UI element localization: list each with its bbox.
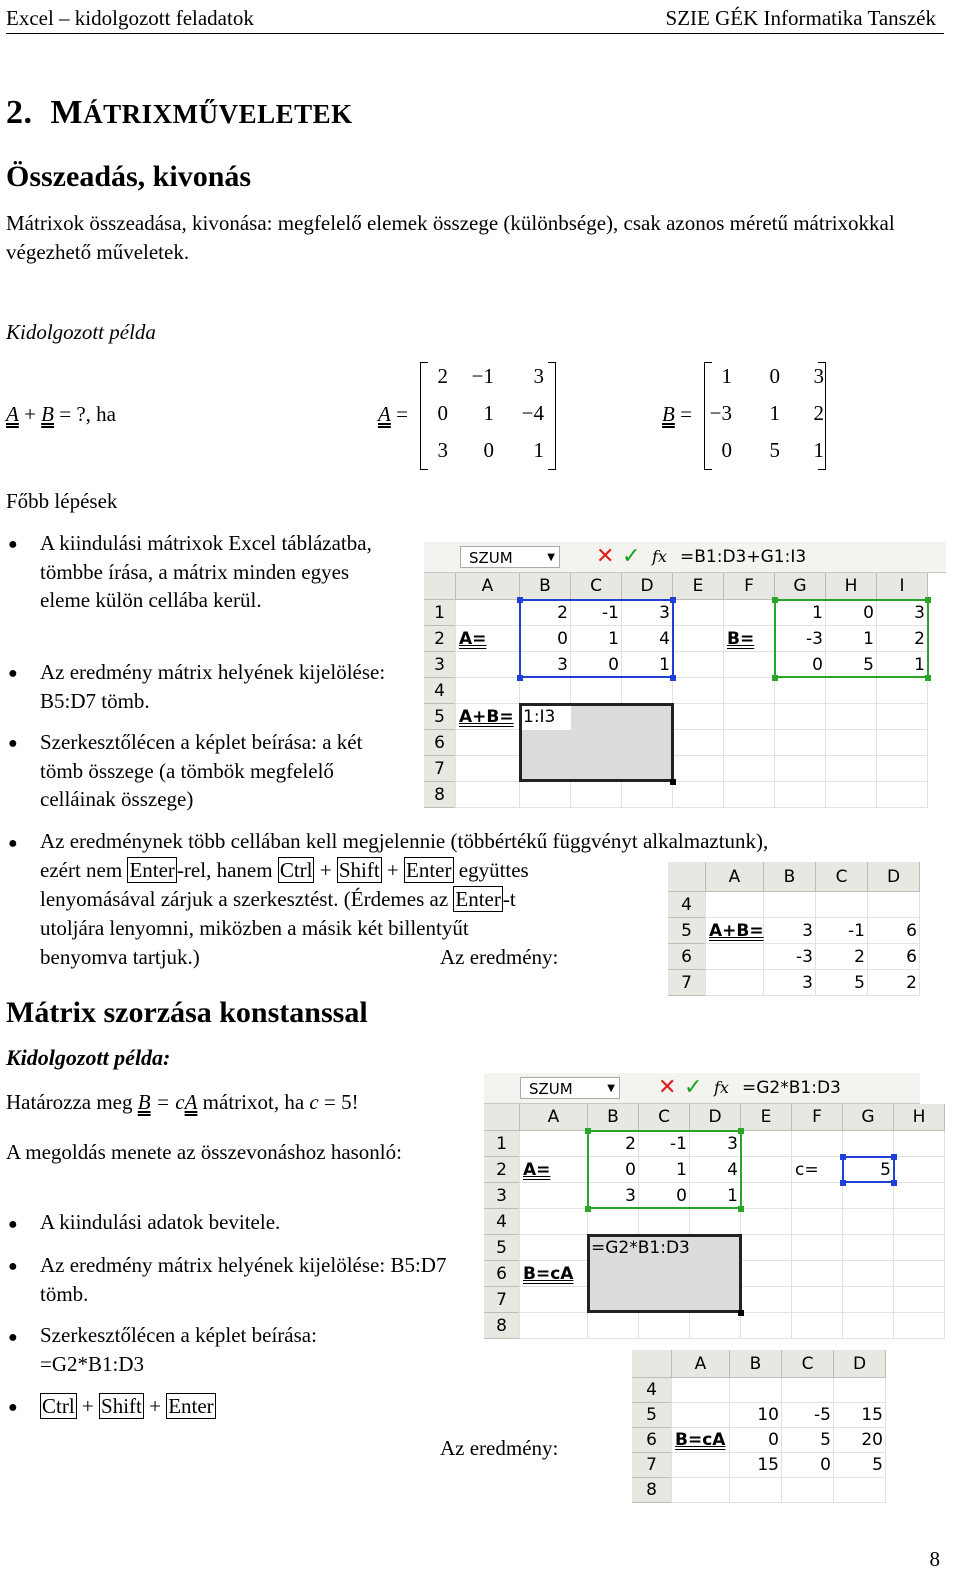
corner-header (632, 1350, 672, 1378)
column-header: H (826, 573, 877, 600)
name-box-value: SZUM (529, 1080, 573, 1098)
row-header: 4 (484, 1209, 520, 1235)
corner-header (424, 573, 456, 600)
chapter-title (6, 94, 353, 132)
cell-value: -1 (848, 921, 865, 941)
row-header: 6 (668, 944, 706, 970)
row-header: 8 (632, 1478, 672, 1503)
step-2: Az eredmény mátrix helyének kijelölése: B5:D7 tömb. (40, 660, 386, 713)
cell-value: 0 (557, 629, 568, 649)
cell-label-A: A= (523, 1160, 551, 1180)
cell-value: 5 (854, 973, 865, 993)
bullet-dot: ● (8, 1216, 18, 1233)
row-header: 4 (424, 678, 456, 704)
long-step-line5: benyomva tartjuk.) (40, 945, 200, 969)
cell-value: 3 (802, 973, 813, 993)
task-eq: = c (150, 1090, 185, 1114)
row-header: 7 (484, 1287, 520, 1313)
cell-value: 1 (812, 603, 823, 623)
name-box (460, 546, 560, 568)
matB-name: B (662, 402, 675, 426)
step-3: Szerkesztőlécen a képlet beírása: a két tömb összege (a tömbök megfelelő celláinak összege) (40, 730, 363, 812)
task-eq: = ? (54, 402, 86, 426)
column-header: E (673, 573, 724, 600)
task-tail: , ha (85, 402, 116, 426)
task-c: c (309, 1090, 319, 1114)
matrix-cell: 0 (483, 438, 494, 462)
matrix-cell: 1 (813, 438, 824, 462)
column-header: A (706, 862, 764, 892)
bullet-dot: ● (8, 735, 18, 752)
matrix-cell: 3 (437, 438, 448, 462)
chapter-number: 2. (6, 94, 33, 131)
cell-value: 1 (608, 629, 619, 649)
matrix-cell: 5 (769, 438, 780, 462)
s2-step-2: Az eredmény mátrix helyének kijelölése: B5:D7 tömb. (40, 1253, 447, 1306)
column-header: D (690, 1104, 741, 1131)
selection-handle (840, 1154, 846, 1160)
matrix-cell: 0 (721, 438, 732, 462)
row-header: 8 (484, 1313, 520, 1339)
matB-label (662, 402, 692, 427)
row-header: 4 (632, 1378, 672, 1403)
selection-handle (891, 1154, 897, 1160)
column-header: C (571, 573, 622, 600)
column-header: F (792, 1104, 843, 1131)
plus: + (143, 1394, 167, 1418)
text: ezért nem (40, 858, 128, 882)
cell-value: 5 (872, 1455, 883, 1475)
matrix-cell: 2 (437, 364, 448, 388)
cell-value: 4 (727, 1160, 738, 1180)
bullet-dot: ● (8, 1258, 18, 1275)
row-header: 3 (484, 1183, 520, 1209)
spreadsheet-sum-input (424, 542, 946, 805)
long-step-line3 (40, 885, 516, 914)
spreadsheet-scalar-input (484, 1073, 926, 1336)
cell-value: 0 (863, 603, 874, 623)
cell-label-c: c= (795, 1160, 819, 1180)
cell-edit-text: 1:I3 (520, 704, 571, 730)
text: -t (502, 887, 516, 911)
steps-label: Főbb lépések (6, 489, 118, 513)
matrix-cell: 2 (813, 401, 824, 425)
matA-eq: = (390, 402, 408, 426)
column-header: C (782, 1350, 834, 1378)
selection-handle (738, 1128, 744, 1134)
cell-value: 3 (727, 1134, 738, 1154)
cell-value: 3 (557, 655, 568, 675)
row-header: 7 (424, 756, 456, 782)
matrix-cell: −3 (709, 401, 732, 425)
row-header: 4 (668, 892, 706, 918)
column-header: A (520, 1104, 588, 1131)
cell-label-B: B=cA (523, 1264, 574, 1284)
bullet-dot: ● (8, 835, 18, 852)
cell-edit-text: =G2*B1:D3 (591, 1238, 690, 1258)
result-range-selection (519, 703, 674, 782)
task-excl: ! (351, 1090, 359, 1114)
matrix-bracket-right (548, 362, 556, 470)
matrix-cell: 0 (437, 401, 448, 425)
row-header: 6 (632, 1428, 672, 1453)
row-header: 5 (424, 704, 456, 730)
column-header: B (588, 1104, 639, 1131)
task-plus: + (18, 402, 42, 426)
corner-header (484, 1104, 520, 1131)
cell-value: 2 (557, 603, 568, 623)
matrix-cell: 3 (813, 364, 824, 388)
selection-handle (670, 675, 676, 681)
task-ceq: = 5 (318, 1090, 352, 1114)
selection-handle (670, 779, 676, 785)
range-highlight-B (774, 599, 929, 678)
range-highlight-A (587, 1130, 742, 1209)
column-header: C (816, 862, 868, 892)
name-box-value: SZUM (469, 549, 513, 567)
row-header: 5 (632, 1403, 672, 1428)
cell-value: 3 (659, 603, 670, 623)
cell-value: 1 (914, 655, 925, 675)
matrix-A (420, 362, 556, 470)
cell-value: 6 (906, 921, 917, 941)
cell-value: 0 (812, 655, 823, 675)
spreadsheet-sum-result (668, 862, 944, 998)
long-step-line1: Az eredménynek több cellában kell megjelennie (többértékű függvényt alkalmaztunk), (40, 829, 769, 853)
task-A: A (6, 402, 19, 426)
selection-handle (738, 1206, 744, 1212)
plus: + (381, 858, 405, 882)
matB-eq: = (674, 402, 692, 426)
row-header: 7 (632, 1453, 672, 1478)
section2-title: Mátrix szorzása konstanssal (6, 996, 368, 1029)
selection-handle (772, 675, 778, 681)
bullet-dot: ● (8, 1399, 18, 1416)
cell-value: 2 (854, 947, 865, 967)
long-step-line2 (40, 856, 529, 885)
column-header: A (672, 1350, 730, 1378)
column-header: D (834, 1350, 886, 1378)
matA-label (378, 402, 408, 427)
column-header: E (741, 1104, 792, 1131)
selection-handle (517, 675, 523, 681)
selection-handle (738, 1310, 744, 1316)
selection-handle (585, 1206, 591, 1212)
selection-handle (840, 1180, 846, 1186)
chevron-down-icon: ▼ (547, 552, 555, 563)
long-step-line4: utoljára lenyomni, miközben a másik két billentyűt (40, 916, 469, 940)
cell-value: 15 (861, 1405, 883, 1425)
matrix-cell: −4 (521, 401, 544, 425)
cancel-icon: ✕ (658, 1075, 677, 1100)
range-highlight-A (519, 599, 674, 678)
section1-intro: Mátrixok összeadása, kivonása: megfelelő elemek összege (különbsége), csak azonos méretű mátrixokkal végezhető műveletek. (6, 211, 895, 264)
section2-example-label: Kidolgozott példa: (6, 1045, 171, 1070)
row-header: 5 (668, 918, 706, 944)
result-range-selection (587, 1234, 742, 1313)
row-header: 1 (424, 600, 456, 626)
selection-handle (891, 1180, 897, 1186)
key-ctrl: Ctrl (42, 1394, 75, 1418)
matrix-cell: 1 (533, 438, 544, 462)
matrix-cell: 1 (721, 364, 732, 388)
bullet-dot: ● (8, 1329, 18, 1346)
cell-value: 0 (608, 655, 619, 675)
cell-value: 20 (861, 1430, 883, 1450)
row-header: 8 (424, 782, 456, 808)
cell-value: 3 (914, 603, 925, 623)
chapter-title-initial: M (50, 94, 84, 131)
cell-label-A: A= (459, 629, 487, 649)
grid-line (520, 1338, 945, 1339)
cell-value: 5 (820, 1430, 831, 1450)
row-header: 2 (484, 1157, 520, 1183)
cancel-icon: ✕ (596, 544, 615, 569)
selection-handle (925, 675, 931, 681)
cell-value: 10 (757, 1405, 779, 1425)
header-left: Excel – kidolgozott feladatok (6, 6, 254, 30)
cell-value: 3 (802, 921, 813, 941)
s2-step-1: A kiindulási adatok bevitele. (40, 1210, 281, 1234)
selection-handle (517, 597, 523, 603)
column-header: B (730, 1350, 782, 1378)
column-header: B (520, 573, 571, 600)
selection-handle (925, 597, 931, 603)
text: mátrixot, ha (197, 1090, 310, 1114)
key-enter: Enter (455, 887, 501, 911)
column-header: G (775, 573, 826, 600)
column-header: A (456, 573, 520, 600)
cell-value: 1 (863, 629, 874, 649)
bullet-dot: ● (8, 665, 18, 682)
column-header: C (639, 1104, 690, 1131)
matrix-cell: −1 (471, 364, 494, 388)
matA-name: A (378, 402, 391, 426)
cell-value: 0 (625, 1160, 636, 1180)
result-label-1: Az eredmény: (440, 945, 559, 969)
cell-value: 2 (906, 973, 917, 993)
cell-label-B: B=cA (675, 1430, 726, 1450)
cell-value: 5 (863, 655, 874, 675)
s2-step-3: Szerkesztőlécen a képlet beírása: =G2*B1:D3 (40, 1323, 317, 1376)
key-shift: Shift (101, 1394, 142, 1418)
matrix-cell: 1 (483, 401, 494, 425)
chapter-title-rest: ÁTRIXMŰVELETEK (83, 99, 353, 129)
plus: + (76, 1394, 100, 1418)
column-header: H (894, 1104, 945, 1131)
row-header: 2 (424, 626, 456, 652)
matrix-B (704, 362, 826, 470)
function-icon: fx (652, 547, 667, 566)
cell-value: 3 (625, 1186, 636, 1206)
cell-value: 0 (820, 1455, 831, 1475)
task-A: A (184, 1090, 198, 1114)
cell-value: -1 (602, 603, 619, 623)
matrix-cell: 3 (533, 364, 544, 388)
confirm-icon: ✓ (684, 1075, 703, 1100)
section2-method: A megoldás menete az összevonáshoz hasonló: (6, 1140, 402, 1164)
cell-value: -3 (796, 947, 813, 967)
task-B: B (41, 402, 54, 426)
column-header: D (868, 862, 920, 892)
section1-example-label: Kidolgozott példa (6, 320, 156, 344)
cell-value: 1 (676, 1160, 687, 1180)
function-icon: fx (714, 1078, 729, 1097)
cell-label-sum: A+B= (709, 921, 764, 941)
task-B: B (137, 1090, 151, 1114)
column-header: I (877, 573, 928, 600)
section2-task (6, 1090, 359, 1115)
grid-line (672, 1502, 886, 1503)
row-header: 7 (668, 970, 706, 996)
matrix-cell: 0 (769, 364, 780, 388)
cell-value: 2 (625, 1134, 636, 1154)
header-right: SZIE GÉK Informatika Tanszék (665, 6, 936, 30)
cell-value: 0 (768, 1430, 779, 1450)
grid-line (456, 807, 928, 808)
task-equation (6, 402, 116, 427)
bullet-dot: ● (8, 536, 18, 553)
step-1: A kiindulási mátrixok Excel táblázatba, tömbbe írása, a mátrix minden egyes eleme külön cellába kerül. (40, 531, 372, 613)
key-ctrl: Ctrl (279, 858, 313, 882)
column-header: B (764, 862, 816, 892)
selection-handle (670, 597, 676, 603)
cell-value: 1 (659, 655, 670, 675)
text: együttes (453, 858, 529, 882)
column-header: G (843, 1104, 894, 1131)
row-header: 5 (484, 1235, 520, 1261)
column-header: D (622, 573, 673, 600)
cell-label-B: B= (727, 629, 755, 649)
result-label-2: Az eredmény: (440, 1436, 559, 1460)
cell-value: 2 (914, 629, 925, 649)
range-highlight-c (842, 1156, 895, 1183)
selection-handle (585, 1128, 591, 1134)
row-header: 1 (484, 1131, 520, 1157)
corner-header (668, 862, 706, 892)
formula-input: =G2*B1:D3 (742, 1078, 841, 1098)
chevron-down-icon: ▼ (607, 1083, 615, 1094)
cell-value: 4 (659, 629, 670, 649)
formula-input: =B1:D3+G1:I3 (680, 547, 807, 567)
key-enter: Enter (168, 1394, 214, 1418)
grid-line (705, 892, 706, 996)
row-header: 6 (424, 730, 456, 756)
cell-value-c: 5 (880, 1160, 891, 1180)
page-number: 8 (929, 1547, 940, 1571)
spreadsheet-scalar-result (632, 1350, 910, 1502)
cell-value: 6 (906, 947, 917, 967)
name-box (520, 1077, 620, 1099)
cell-value: 1 (727, 1186, 738, 1206)
key-shift: Shift (338, 858, 380, 882)
key-enter: Enter (129, 858, 175, 882)
cell-value: 0 (676, 1186, 687, 1206)
text: Határozza meg (6, 1090, 138, 1114)
text: -rel, hanem (176, 858, 278, 882)
section1-title: Összeadás, kivonás (6, 160, 252, 193)
cell-value: -3 (806, 629, 823, 649)
key-enter: Enter (406, 858, 452, 882)
row-header: 6 (484, 1261, 520, 1287)
confirm-icon: ✓ (622, 544, 641, 569)
row-header: 3 (424, 652, 456, 678)
cell-value: -5 (814, 1405, 831, 1425)
text: lenyomásával zárjuk a szerkesztést. (Érdemes az (40, 887, 454, 911)
header-rule (6, 33, 944, 34)
column-header: F (724, 573, 775, 600)
cell-label-sum: A+B= (459, 707, 514, 727)
selection-handle (772, 597, 778, 603)
s2-step-4 (40, 1392, 216, 1421)
matrix-cell: 1 (769, 401, 780, 425)
cell-value: -1 (670, 1134, 687, 1154)
cell-value: 15 (757, 1455, 779, 1475)
plus: + (314, 858, 337, 882)
